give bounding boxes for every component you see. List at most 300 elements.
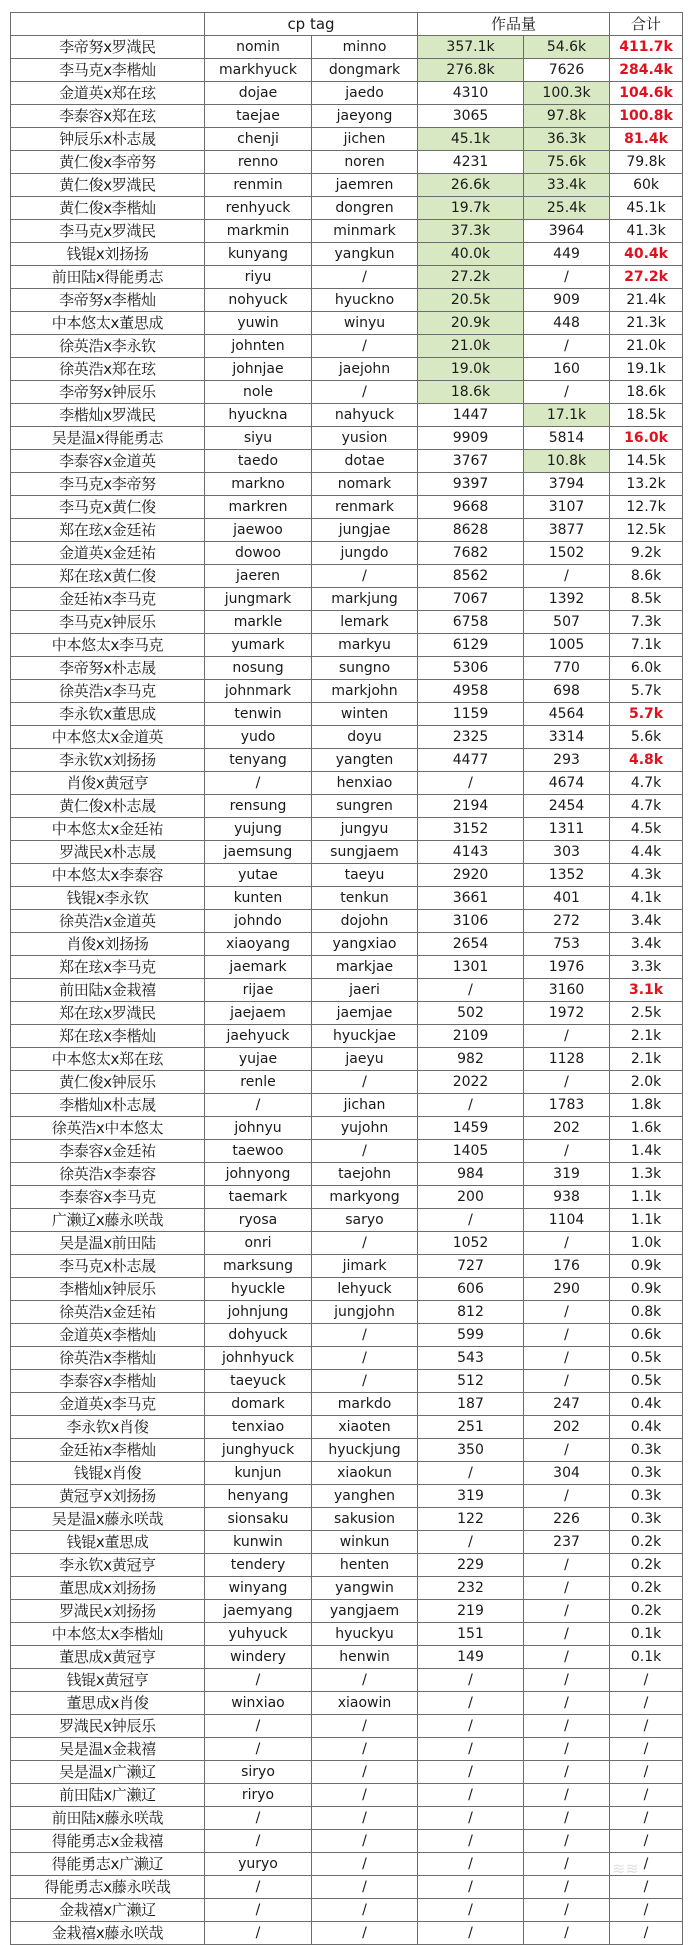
cp-name-cell: 前田陆x得能勇志 — [11, 266, 205, 289]
works1-cell: 1459 — [418, 1117, 524, 1140]
works2-cell: / — [524, 1853, 610, 1876]
tag1-cell: johnyong — [205, 1163, 312, 1186]
tag2-cell: jungjohn — [312, 1301, 418, 1324]
cp-name-cell: 徐英浩x郑在玹 — [11, 358, 205, 381]
works1-cell: / — [418, 1669, 524, 1692]
table-row — [11, 1508, 683, 1531]
total-cell: / — [610, 1692, 683, 1715]
table-row — [11, 588, 683, 611]
works1-cell: / — [418, 1784, 524, 1807]
tag1-cell: / — [205, 1669, 312, 1692]
cp-name-cell: 徐英浩x李永钦 — [11, 335, 205, 358]
table-row — [11, 634, 683, 657]
tag2-cell: / — [312, 1784, 418, 1807]
cp-name-cell: 徐英浩x金廷祐 — [11, 1301, 205, 1324]
works1-cell: / — [418, 1094, 524, 1117]
table-row — [11, 864, 683, 887]
tag2-cell: / — [312, 1830, 418, 1853]
header-total: 合计 — [610, 13, 683, 36]
total-cell: 21.0k — [610, 335, 683, 358]
works2-cell: 401 — [524, 887, 610, 910]
tag1-cell: yuhyuck — [205, 1623, 312, 1646]
tag2-cell: tenkun — [312, 887, 418, 910]
table-row — [11, 220, 683, 243]
works1-cell: 599 — [418, 1324, 524, 1347]
works1-cell: 18.6k — [418, 381, 524, 404]
tag2-cell: / — [312, 1738, 418, 1761]
works1-cell: 502 — [418, 1002, 524, 1025]
total-cell: 19.1k — [610, 358, 683, 381]
cp-name-cell: 前田陆x广濑辽 — [11, 1784, 205, 1807]
tag1-cell: kunyang — [205, 243, 312, 266]
table-row — [11, 243, 683, 266]
tag2-cell: winkun — [312, 1531, 418, 1554]
cp-name-cell: 徐英浩x金道英 — [11, 910, 205, 933]
works1-cell: 251 — [418, 1416, 524, 1439]
total-cell: 104.6k — [610, 82, 683, 105]
total-cell: 4.4k — [610, 841, 683, 864]
table-row — [11, 1577, 683, 1600]
works1-cell: 2325 — [418, 726, 524, 749]
total-cell: 79.8k — [610, 151, 683, 174]
cp-name-cell: 董思成x刘扬扬 — [11, 1577, 205, 1600]
table-row — [11, 335, 683, 358]
total-cell: 0.4k — [610, 1416, 683, 1439]
works2-cell: 10.8k — [524, 450, 610, 473]
header-row — [11, 13, 683, 36]
tag1-cell: taewoo — [205, 1140, 312, 1163]
tag1-cell: junghyuck — [205, 1439, 312, 1462]
works2-cell: / — [524, 1715, 610, 1738]
total-cell: / — [610, 1922, 683, 1945]
works2-cell: / — [524, 1071, 610, 1094]
cp-name-cell: 徐英浩x中本悠太 — [11, 1117, 205, 1140]
total-cell: 0.6k — [610, 1324, 683, 1347]
table-row — [11, 1370, 683, 1393]
table-row — [11, 1048, 683, 1071]
tag2-cell: yangkun — [312, 243, 418, 266]
works1-cell: 3065 — [418, 105, 524, 128]
cp-name-cell: 李帝努x罗渽民 — [11, 36, 205, 59]
table-row — [11, 1071, 683, 1094]
works1-cell: 512 — [418, 1370, 524, 1393]
table-row — [11, 381, 683, 404]
total-cell: 40.4k — [610, 243, 683, 266]
table-row — [11, 59, 683, 82]
total-cell: 100.8k — [610, 105, 683, 128]
works2-cell: 100.3k — [524, 82, 610, 105]
table-row — [11, 312, 683, 335]
cp-name-cell: 广濑辽x藤永咲哉 — [11, 1209, 205, 1232]
works1-cell: 2194 — [418, 795, 524, 818]
table-row — [11, 1669, 683, 1692]
tag1-cell: / — [205, 772, 312, 795]
table-row — [11, 1439, 683, 1462]
works2-cell: 770 — [524, 657, 610, 680]
tag2-cell: hyuckno — [312, 289, 418, 312]
works1-cell: 3767 — [418, 450, 524, 473]
tag1-cell: renno — [205, 151, 312, 174]
works2-cell: 54.6k — [524, 36, 610, 59]
tag2-cell: dongmark — [312, 59, 418, 82]
total-cell: / — [610, 1807, 683, 1830]
table-row — [11, 174, 683, 197]
works2-cell: 75.6k — [524, 151, 610, 174]
tag2-cell: / — [312, 1232, 418, 1255]
total-cell: 0.4k — [610, 1393, 683, 1416]
tag2-cell: jaeyong — [312, 105, 418, 128]
tag2-cell: / — [312, 1324, 418, 1347]
total-cell: / — [610, 1738, 683, 1761]
cp-name-cell: 钱锟x肖俊 — [11, 1462, 205, 1485]
works2-cell: 160 — [524, 358, 610, 381]
total-cell: 9.2k — [610, 542, 683, 565]
total-cell: 411.7k — [610, 36, 683, 59]
works2-cell: 3964 — [524, 220, 610, 243]
table-row — [11, 1462, 683, 1485]
works1-cell: 3106 — [418, 910, 524, 933]
tag2-cell: minno — [312, 36, 418, 59]
table-row — [11, 1025, 683, 1048]
table-row — [11, 1324, 683, 1347]
total-cell: 18.6k — [610, 381, 683, 404]
tag2-cell: yangjaem — [312, 1600, 418, 1623]
cp-name-cell: 李马克x李楷灿 — [11, 59, 205, 82]
total-cell: 21.3k — [610, 312, 683, 335]
table-row — [11, 1784, 683, 1807]
table-row — [11, 1416, 683, 1439]
works1-cell: 3661 — [418, 887, 524, 910]
tag1-cell: marksung — [205, 1255, 312, 1278]
total-cell: 2.1k — [610, 1025, 683, 1048]
table-row — [11, 1163, 683, 1186]
works2-cell: 449 — [524, 243, 610, 266]
works2-cell: 3794 — [524, 473, 610, 496]
table-row — [11, 1922, 683, 1945]
works2-cell: / — [524, 1347, 610, 1370]
works1-cell: 4231 — [418, 151, 524, 174]
tag2-cell: sungno — [312, 657, 418, 680]
total-cell: 12.5k — [610, 519, 683, 542]
cp-name-cell: 肖俊x刘扬扬 — [11, 933, 205, 956]
table-row — [11, 1002, 683, 1025]
works1-cell: 1405 — [418, 1140, 524, 1163]
works1-cell: 187 — [418, 1393, 524, 1416]
table-row — [11, 82, 683, 105]
works1-cell: / — [418, 1692, 524, 1715]
tag1-cell: johnhyuck — [205, 1347, 312, 1370]
total-cell: 0.2k — [610, 1577, 683, 1600]
works1-cell: 45.1k — [418, 128, 524, 151]
cp-name-cell: 徐英浩x李泰容 — [11, 1163, 205, 1186]
works1-cell: 9909 — [418, 427, 524, 450]
cp-name-cell: 黄仁俊x李帝努 — [11, 151, 205, 174]
tag1-cell: hyuckna — [205, 404, 312, 427]
works2-cell: / — [524, 1899, 610, 1922]
tag2-cell: jaeri — [312, 979, 418, 1002]
table-row — [11, 473, 683, 496]
total-cell: 0.1k — [610, 1623, 683, 1646]
works1-cell: 20.5k — [418, 289, 524, 312]
table-row — [11, 1301, 683, 1324]
tag1-cell: renhyuck — [205, 197, 312, 220]
works2-cell: 4674 — [524, 772, 610, 795]
tag1-cell: jaemyang — [205, 1600, 312, 1623]
total-cell: 18.5k — [610, 404, 683, 427]
total-cell: / — [610, 1784, 683, 1807]
works1-cell: 149 — [418, 1646, 524, 1669]
table-row — [11, 1692, 683, 1715]
works2-cell: 1976 — [524, 956, 610, 979]
works2-cell: / — [524, 1140, 610, 1163]
tag2-cell: hyuckjung — [312, 1439, 418, 1462]
works2-cell: 290 — [524, 1278, 610, 1301]
tag2-cell: markjohn — [312, 680, 418, 703]
tag1-cell: onri — [205, 1232, 312, 1255]
total-cell: 5.6k — [610, 726, 683, 749]
total-cell: 81.4k — [610, 128, 683, 151]
works1-cell: 2920 — [418, 864, 524, 887]
total-cell: 7.3k — [610, 611, 683, 634]
table-row — [11, 450, 683, 473]
table-row — [11, 1807, 683, 1830]
cp-name-cell: 徐英浩x李楷灿 — [11, 1347, 205, 1370]
table-row — [11, 358, 683, 381]
works2-cell: / — [524, 1324, 610, 1347]
total-cell: 16.0k — [610, 427, 683, 450]
works2-cell: 507 — [524, 611, 610, 634]
table-row — [11, 496, 683, 519]
works1-cell: 40.0k — [418, 243, 524, 266]
tag1-cell: windery — [205, 1646, 312, 1669]
total-cell: / — [610, 1830, 683, 1853]
table-row — [11, 565, 683, 588]
tag2-cell: jungjae — [312, 519, 418, 542]
tag2-cell: / — [312, 1922, 418, 1945]
cp-name-cell: 金廷祐x李楷灿 — [11, 1439, 205, 1462]
total-cell: 4.7k — [610, 772, 683, 795]
works2-cell: / — [524, 1784, 610, 1807]
works1-cell: 350 — [418, 1439, 524, 1462]
total-cell: 1.8k — [610, 1094, 683, 1117]
total-cell: 7.1k — [610, 634, 683, 657]
total-cell: 2.1k — [610, 1048, 683, 1071]
total-cell: 0.3k — [610, 1508, 683, 1531]
tag1-cell: rijae — [205, 979, 312, 1002]
works1-cell: 4958 — [418, 680, 524, 703]
table-row — [11, 1600, 683, 1623]
tag1-cell: yudo — [205, 726, 312, 749]
works2-cell: / — [524, 1669, 610, 1692]
works1-cell: 8628 — [418, 519, 524, 542]
tag1-cell: / — [205, 1715, 312, 1738]
works2-cell: / — [524, 1738, 610, 1761]
total-cell: 8.5k — [610, 588, 683, 611]
tag2-cell: sungren — [312, 795, 418, 818]
total-cell: 8.6k — [610, 565, 683, 588]
works1-cell: / — [418, 1876, 524, 1899]
cp-name-cell: 黄仁俊x朴志晟 — [11, 795, 205, 818]
works1-cell: 984 — [418, 1163, 524, 1186]
works2-cell: / — [524, 1600, 610, 1623]
total-cell: 0.2k — [610, 1554, 683, 1577]
cp-name-cell: 中本悠太x李楷灿 — [11, 1623, 205, 1646]
tag2-cell: taeyu — [312, 864, 418, 887]
works1-cell: 151 — [418, 1623, 524, 1646]
cp-name-cell: 李马克x李帝努 — [11, 473, 205, 496]
works1-cell: 19.0k — [418, 358, 524, 381]
tag1-cell: xiaoyang — [205, 933, 312, 956]
total-cell: / — [610, 1669, 683, 1692]
tag1-cell: markle — [205, 611, 312, 634]
tag2-cell: jichen — [312, 128, 418, 151]
table-row — [11, 1186, 683, 1209]
cp-name-cell: 前田陆x藤永咲哉 — [11, 1807, 205, 1830]
tag1-cell: johnten — [205, 335, 312, 358]
total-cell: 0.3k — [610, 1485, 683, 1508]
total-cell: 6.0k — [610, 657, 683, 680]
table-row — [11, 289, 683, 312]
works1-cell: / — [418, 772, 524, 795]
tag1-cell: tenyang — [205, 749, 312, 772]
works2-cell: 1005 — [524, 634, 610, 657]
works1-cell: 727 — [418, 1255, 524, 1278]
tag2-cell: jichan — [312, 1094, 418, 1117]
tag2-cell: jimark — [312, 1255, 418, 1278]
header-works: 作品量 — [418, 13, 610, 36]
total-cell: 1.0k — [610, 1232, 683, 1255]
cp-name-cell: 李永钦x肖俊 — [11, 1416, 205, 1439]
total-cell: 4.8k — [610, 749, 683, 772]
tag2-cell: sakusion — [312, 1508, 418, 1531]
tag1-cell: yumark — [205, 634, 312, 657]
tag1-cell: / — [205, 1807, 312, 1830]
tag2-cell: henxiao — [312, 772, 418, 795]
table-row — [11, 1531, 683, 1554]
works1-cell: 8562 — [418, 565, 524, 588]
works1-cell: 6129 — [418, 634, 524, 657]
tag1-cell: / — [205, 1899, 312, 1922]
table-row — [11, 680, 683, 703]
total-cell: 0.3k — [610, 1462, 683, 1485]
works1-cell: / — [418, 1830, 524, 1853]
works1-cell: / — [418, 1209, 524, 1232]
tag1-cell: johnmark — [205, 680, 312, 703]
tag2-cell: hyuckjae — [312, 1025, 418, 1048]
tag1-cell: winxiao — [205, 1692, 312, 1715]
tag2-cell: / — [312, 1807, 418, 1830]
tag1-cell: dojae — [205, 82, 312, 105]
total-cell: 3.4k — [610, 933, 683, 956]
total-cell: 4.7k — [610, 795, 683, 818]
works2-cell: 202 — [524, 1117, 610, 1140]
works1-cell: / — [418, 1738, 524, 1761]
tag2-cell: yanghen — [312, 1485, 418, 1508]
works1-cell: 122 — [418, 1508, 524, 1531]
tag2-cell: jaemren — [312, 174, 418, 197]
total-cell: 12.7k — [610, 496, 683, 519]
tag2-cell: doyu — [312, 726, 418, 749]
table-row — [11, 1554, 683, 1577]
table-row — [11, 956, 683, 979]
cp-name-cell: 中本悠太x李泰容 — [11, 864, 205, 887]
works2-cell: 3160 — [524, 979, 610, 1002]
cp-name-cell: 钱锟x黄冠亨 — [11, 1669, 205, 1692]
cp-name-cell: 吴是温x藤永咲哉 — [11, 1508, 205, 1531]
total-cell: 0.5k — [610, 1347, 683, 1370]
works2-cell: / — [524, 1485, 610, 1508]
tag1-cell: hyuckle — [205, 1278, 312, 1301]
cp-name-cell: 李楷灿x钟辰乐 — [11, 1278, 205, 1301]
total-cell: 0.8k — [610, 1301, 683, 1324]
tag2-cell: jungyu — [312, 818, 418, 841]
tag1-cell: jaemark — [205, 956, 312, 979]
tag2-cell: / — [312, 1669, 418, 1692]
tag1-cell: markren — [205, 496, 312, 519]
works2-cell: 303 — [524, 841, 610, 864]
works2-cell: / — [524, 1830, 610, 1853]
cp-name-cell: 吴是温x得能勇志 — [11, 427, 205, 450]
works1-cell: 19.7k — [418, 197, 524, 220]
total-cell: / — [610, 1761, 683, 1784]
works2-cell: / — [524, 1646, 610, 1669]
table-row — [11, 657, 683, 680]
works2-cell: 938 — [524, 1186, 610, 1209]
works1-cell: 3152 — [418, 818, 524, 841]
works1-cell: 2654 — [418, 933, 524, 956]
total-cell: 3.4k — [610, 910, 683, 933]
table-row — [11, 1623, 683, 1646]
works2-cell: / — [524, 1554, 610, 1577]
table-row — [11, 1899, 683, 1922]
works1-cell: 543 — [418, 1347, 524, 1370]
cp-name-cell: 吴是温x广濑辽 — [11, 1761, 205, 1784]
total-cell: 27.2k — [610, 266, 683, 289]
total-cell: 1.4k — [610, 1140, 683, 1163]
tag1-cell: / — [205, 1922, 312, 1945]
works2-cell: 1311 — [524, 818, 610, 841]
works2-cell: 2454 — [524, 795, 610, 818]
works1-cell: 1052 — [418, 1232, 524, 1255]
table-row — [11, 818, 683, 841]
works2-cell: / — [524, 1922, 610, 1945]
cp-name-cell: 钱锟x李永钦 — [11, 887, 205, 910]
tag1-cell: kunjun — [205, 1462, 312, 1485]
tag1-cell: taejae — [205, 105, 312, 128]
works2-cell: 7626 — [524, 59, 610, 82]
cp-name-cell: 李马克x罗渽民 — [11, 220, 205, 243]
tag2-cell: / — [312, 1347, 418, 1370]
works1-cell: 6758 — [418, 611, 524, 634]
cp-name-cell: 罗渽民x钟辰乐 — [11, 1715, 205, 1738]
cp-name-cell: 黄仁俊x罗渽民 — [11, 174, 205, 197]
tag1-cell: jungmark — [205, 588, 312, 611]
table-row — [11, 1232, 683, 1255]
cp-name-cell: 得能勇志x藤永咲哉 — [11, 1876, 205, 1899]
tag1-cell: jaehyuck — [205, 1025, 312, 1048]
works1-cell: 4310 — [418, 82, 524, 105]
cp-name-cell: 李永钦x黄冠亨 — [11, 1554, 205, 1577]
table-row — [11, 703, 683, 726]
works2-cell: 293 — [524, 749, 610, 772]
tag1-cell: yutae — [205, 864, 312, 887]
tag2-cell: taejohn — [312, 1163, 418, 1186]
table-row — [11, 1485, 683, 1508]
tag1-cell: taemark — [205, 1186, 312, 1209]
tag1-cell: taedo — [205, 450, 312, 473]
cp-name-cell: 钱锟x董思成 — [11, 1531, 205, 1554]
cp-name-cell: 中本悠太x郑在玹 — [11, 1048, 205, 1071]
